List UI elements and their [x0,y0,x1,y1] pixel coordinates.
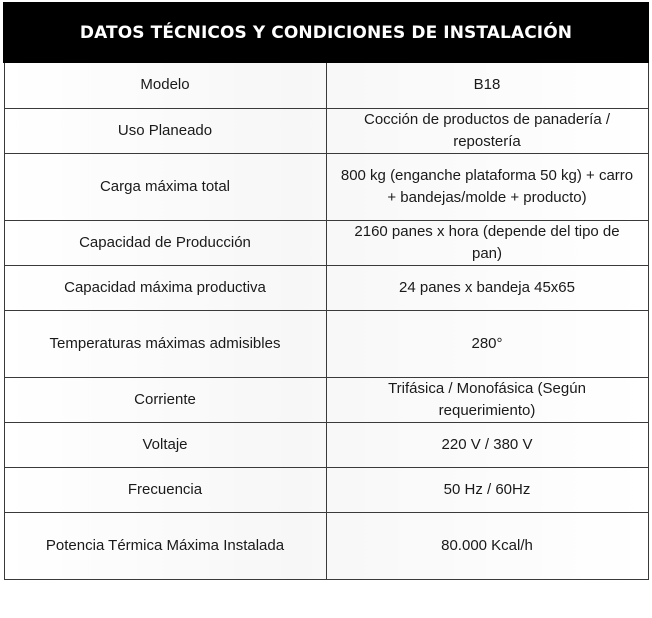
table-row [4,310,648,377]
row-label: Modelo [4,62,326,108]
row-value: 2160 panes x hora (depende del tipo de pan) [326,220,648,265]
table-row [4,108,648,153]
row-label: Frecuencia [4,467,326,512]
row-label: Carga máxima total [4,153,326,220]
table-row [4,467,648,512]
row-label: Corriente [4,377,326,422]
technical-data-table [3,2,649,580]
row-label: Capacidad de Producción [4,220,326,265]
row-value: 50 Hz / 60Hz [326,467,648,512]
table-row [4,62,648,108]
row-label: Potencia Térmica Máxima Instalada [4,512,326,579]
row-value: 800 kg (enganche plataforma 50 kg) + carro + bandejas/molde + producto) [326,153,648,220]
table-row [4,512,648,579]
row-label: Temperaturas máximas admisibles [4,310,326,377]
row-label: Voltaje [4,422,326,467]
row-value: 220 V / 380 V [326,422,648,467]
table-row [4,377,648,422]
row-label: Uso Planeado [4,108,326,153]
row-value: Cocción de productos de panadería / repostería [326,108,648,153]
row-value: 280° [326,310,648,377]
table-row [4,422,648,467]
row-value: 24 panes x bandeja 45x65 [326,265,648,310]
table-row [4,153,648,220]
row-label: Capacidad máxima productiva [4,265,326,310]
row-value: 80.000 Kcal/h [326,512,648,579]
table-row [4,265,648,310]
row-value: Trifásica / Monofásica (Según requerimiento) [326,377,648,422]
table-row [4,220,648,265]
table-title: DATOS TÉCNICOS Y CONDICIONES DE INSTALACIÓN [4,3,648,62]
row-value: B18 [326,62,648,108]
